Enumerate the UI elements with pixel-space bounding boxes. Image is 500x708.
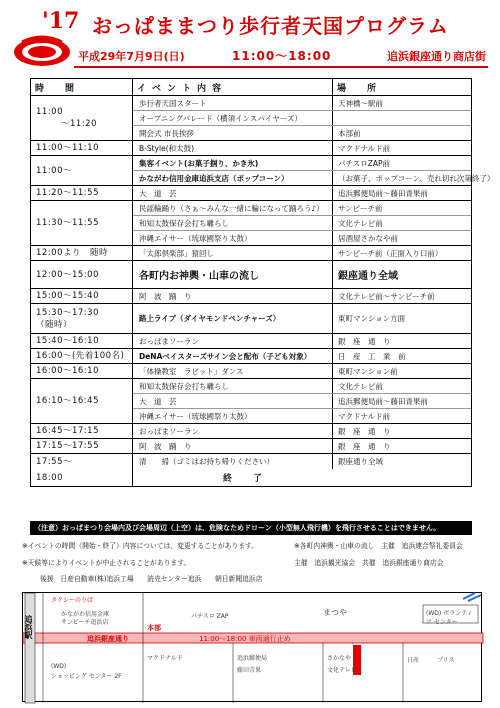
time-cell (31, 96, 133, 140)
place-text: 文化テレビ前 (338, 218, 383, 228)
event-text: 和知太鼓保存会打ち囃らし (133, 379, 333, 393)
drone-notice: （注意）おっぱまつり会場内及び会場周辺（上空）は、危険なためドローン（小型無人飛行機）を飛行させることはできません。 (30, 521, 472, 535)
time-cell (31, 364, 133, 378)
volunteer-label: (WD) ボランティア センター (426, 610, 473, 626)
event-date: 平成29年7月9日(日) (78, 50, 185, 63)
fujita-label: 藤田青果 (237, 667, 262, 674)
event-text: 各町内お神輿・山車の流し (133, 261, 333, 288)
place-text: （お菓子、ポップコーン、売れ切れ次第終了） (338, 173, 495, 183)
event-line (133, 334, 471, 348)
event-line (133, 230, 471, 245)
schedule-table (30, 78, 495, 487)
event-line (133, 125, 471, 140)
time-cell (31, 454, 133, 469)
sakanaya-label: さかなや (327, 655, 352, 662)
place-text: 日 産 工 業 前 (338, 351, 406, 361)
time-text: （随時） (36, 319, 73, 330)
event-text: 路上ライブ（ダイヤモンドペンチャーズ） (133, 304, 333, 333)
end-row (31, 469, 471, 486)
event-text: DeNAベイスターズサイン会と配布（子ども対象） (133, 349, 333, 363)
row-body (133, 96, 471, 140)
place-text: 東町マンション前 (338, 366, 398, 376)
place-text: マクドナルド前 (338, 143, 391, 153)
place-text: 天神橋〜駅前 (338, 98, 383, 108)
time-text: 〜11:20 (61, 119, 97, 129)
organizer: 追浜銀座通り商店街 (387, 50, 486, 63)
row-body (133, 454, 471, 469)
place-text: 追浜郵便局前〜藤田青果前 (338, 188, 428, 198)
time-cell (31, 156, 133, 185)
place-text: 本部前 (338, 128, 361, 138)
event-line (133, 289, 471, 303)
time-text: 11:00〜 (36, 165, 72, 176)
table-row (31, 364, 471, 379)
mac-label: マクドナルド (147, 655, 183, 662)
event-text: 沖縄エイサー（琉球國祭り太鼓） (133, 409, 333, 423)
time-text: 16:10〜16:45 (36, 396, 99, 406)
festival-logo-icon (12, 32, 72, 68)
event-text: 沖縄エイサー（琉球國祭り太鼓） (133, 231, 333, 245)
wd-label: (WD) (51, 663, 67, 670)
row-body (133, 349, 471, 363)
row-body (133, 156, 495, 185)
time-cell (31, 246, 133, 260)
matsuya-label: まつや (323, 608, 347, 617)
column-place: 場 所 (337, 83, 383, 94)
table-row (31, 349, 471, 364)
place-text: 銀 座 通 り (338, 336, 391, 346)
road-label: 追浜銀座通り (87, 635, 129, 643)
event-text: 「体操教室 ラビット」ダンス (133, 364, 333, 378)
event-text: 大 道 芸 (133, 186, 333, 200)
table-row (31, 439, 471, 454)
note-sponsors: 後援 日産自動車(株)追浜工場 読売センター追浜 朝日新聞追浜店 (40, 575, 263, 583)
row-body (133, 304, 471, 333)
page-title: おっぱままつり歩行者天国プログラム (92, 14, 449, 38)
end-label: 終 了 (223, 474, 269, 484)
event-text: 大 道 芸 (133, 394, 333, 408)
road-time-label: 11:00〜18:00 車両通行止め (199, 635, 291, 643)
table-row (31, 454, 471, 469)
place-text: 銀座通り全域 (338, 271, 398, 282)
event-text: オープニングパレード（横須インスパイヤーズ） (133, 111, 333, 125)
time-text: 15:00〜15:40 (36, 291, 99, 301)
event-line (133, 454, 471, 469)
post-label: 追浜郵便局 (237, 655, 268, 662)
event-line (133, 304, 471, 333)
table-row (31, 304, 471, 334)
table-row (31, 246, 471, 261)
row-body (133, 424, 471, 438)
time-text: 17:55〜 (36, 456, 72, 467)
place-text: 居酒屋さかなや前 (338, 233, 398, 243)
event-line (133, 110, 471, 125)
time-text: 11:30〜11:55 (36, 218, 99, 228)
table-row (31, 334, 471, 349)
time-text: 18:00 (36, 472, 63, 483)
row-body (133, 379, 471, 423)
table-row (31, 424, 471, 439)
event-line (133, 215, 471, 230)
note-weather: ※天候等によりイベントが中止されることがあります。 (22, 559, 191, 567)
event-text: 「太郎倶楽部」猿回し (133, 246, 333, 260)
event-line (133, 424, 471, 438)
zap-label: パチスロ ZAP (191, 613, 229, 620)
place-text (333, 111, 470, 125)
event-line (133, 201, 471, 215)
event-line (133, 364, 471, 378)
event-text: 集客イベント(お菓子掴り、かき氷) (133, 156, 333, 170)
event-line (133, 186, 471, 200)
area-map (22, 592, 482, 702)
time-cell (31, 424, 133, 438)
row-body (133, 186, 471, 200)
rail-track (25, 593, 35, 703)
row-body (133, 364, 471, 378)
pris-label: プリス (437, 657, 455, 664)
time-cell (31, 439, 133, 453)
event-line (133, 379, 471, 393)
bunka-label: 文化テレビ (327, 667, 357, 674)
event-line (133, 408, 471, 423)
time-cell (31, 201, 133, 245)
time-cell (31, 289, 133, 303)
event-line (133, 261, 471, 288)
time-cell (31, 304, 133, 333)
hq-label: 本部 (147, 624, 161, 632)
event-line (133, 141, 471, 155)
header (12, 6, 488, 76)
event-line (133, 246, 471, 260)
event-line (133, 170, 495, 185)
place-text: 東町マンション方面 (338, 314, 406, 323)
time-text: 16:45〜17:15 (36, 426, 99, 436)
time-cell (31, 141, 133, 155)
table-header (31, 79, 471, 96)
place-text: 文化テレビ前〜サンピーチ前 (338, 291, 435, 301)
time-text: 12:00より 随時 (36, 248, 108, 258)
place-text: 銀座通り全域 (338, 457, 383, 466)
table-row (31, 261, 471, 289)
event-line (133, 393, 471, 408)
event-text: 清 掃（ゴミはお持ち帰りください） (133, 454, 333, 469)
event-text: おっぱまソーラン (133, 424, 333, 438)
row-body (133, 334, 471, 348)
place-text: 銀 座 通 り (338, 441, 391, 451)
time-text: 16:00〜(先着100名) (36, 351, 125, 361)
river-mark (463, 593, 481, 601)
column-time: 時 間 (31, 79, 133, 95)
time-text: 11:00〜11:10 (36, 143, 99, 153)
table-row (31, 96, 471, 141)
event-time: 11:00〜18:00 (232, 49, 332, 63)
time-cell (31, 186, 133, 200)
place-text: サンピーチ前（正面入り口前） (338, 248, 443, 258)
column-event: イベント内容 (133, 79, 333, 95)
time-text: 15:40〜16:10 (36, 336, 99, 346)
place-text: マクドナルド前 (338, 411, 391, 421)
event-text: 歩行者天国スタート (133, 96, 333, 110)
place-text: サンピーチ前 (338, 203, 383, 213)
place-text: 文化テレビ前 (338, 381, 383, 391)
event-line (133, 439, 471, 453)
event-line (133, 349, 471, 363)
shopping-label: ショッピング センター 2F (51, 673, 122, 680)
time-cell (31, 349, 133, 363)
time-text: 12:00〜15:00 (36, 269, 99, 280)
place-text: 銀 座 通 り (338, 426, 391, 436)
time-text: 16:00〜16:10 (36, 366, 99, 376)
note-mikoshi: ※各町内神輿・山車の流し 主催 追浜連合祭礼委員会 (294, 542, 463, 550)
event-line (133, 156, 471, 170)
event-text: おっぱまソーラン (133, 334, 333, 348)
event-text: かながわ信用金庫追浜支店（ポップコーン） (133, 171, 333, 185)
station-label: 追浜駅 (24, 615, 33, 639)
note-change: ※イベントの時間（開始・終了）内容については、変更することがあります。 (22, 542, 259, 550)
row-body (133, 201, 471, 245)
sunpeach-label: サンピーチ追浜店 (61, 619, 109, 626)
event-line (133, 96, 471, 110)
time-cell (31, 379, 133, 423)
subtitle-bar (74, 46, 488, 68)
row-body (133, 141, 471, 155)
event-text: 民謡輪踊り（さぁ〜みんな一緒に輪になって踊ろう♪） (133, 201, 333, 215)
taxi-label: タクシーのりば (51, 597, 94, 604)
nissan-label: 日産 (407, 657, 420, 664)
time-text: 11:20〜11:55 (36, 188, 99, 198)
row-body (133, 289, 471, 303)
time-cell (31, 261, 133, 288)
time-cell (31, 469, 133, 486)
place-text: パチスロZAP前 (338, 158, 390, 168)
row-body (133, 246, 471, 260)
table-row (31, 289, 471, 304)
time-text: 11:00 (36, 107, 63, 117)
event-text: 阿 波 踊 り (133, 289, 333, 303)
year-label: '17 (42, 8, 80, 34)
time-text: 15:30〜17:30 (36, 307, 99, 318)
event-text: 開会式 市長挨拶 (133, 126, 333, 140)
table-row (31, 379, 471, 424)
table-row (31, 186, 471, 201)
time-text: 17:15〜17:55 (36, 441, 99, 451)
table-row (31, 201, 471, 246)
event-text: 和知太鼓保存会打ち囃らし (133, 216, 333, 230)
row-body (133, 439, 471, 453)
event-text: 阿 波 踊 り (133, 439, 333, 453)
table-row (31, 156, 495, 186)
bank-label: かながわ信用金庫 (61, 611, 110, 618)
place-text: 追浜郵便局前〜藤田青果前 (338, 396, 428, 406)
table-row (31, 141, 471, 156)
note-hosts: 主催 追浜観光協会 共催 追浜銀座通り商店会 (294, 559, 444, 567)
table-body (31, 96, 495, 469)
event-text: B-Style(和太鼓) (133, 141, 333, 155)
time-cell (31, 334, 133, 348)
row-body (133, 261, 471, 288)
